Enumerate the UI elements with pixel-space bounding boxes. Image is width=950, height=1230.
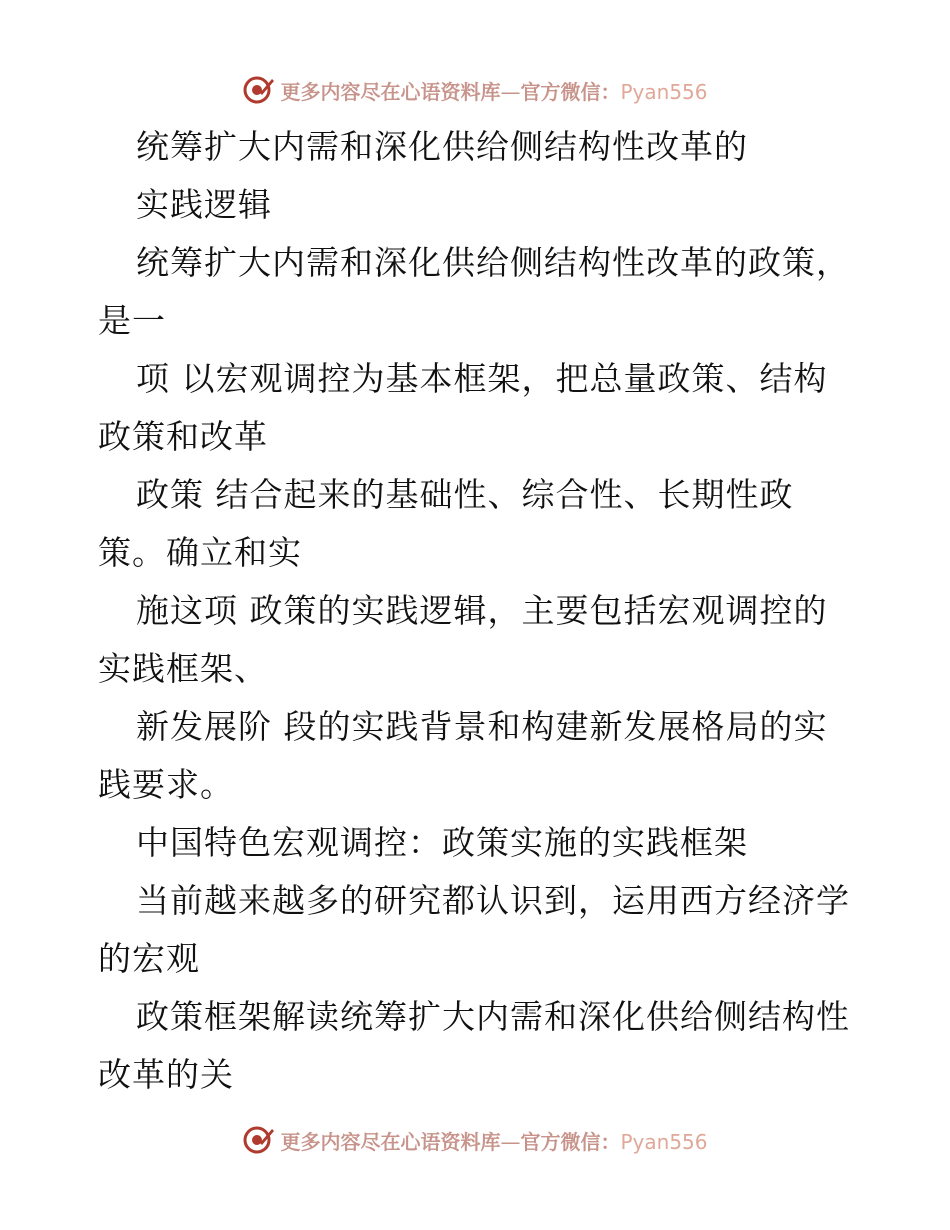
text-line: 统筹扩大内需和深化供给侧结构性改革的 [136,127,748,166]
text-line: 改革的关 [98,1055,234,1094]
text-line: 的宏观 [98,939,200,978]
banner-main-text: 更多内容尽在心语资料库 [280,79,501,104]
pen-logo-icon [242,75,276,105]
text-line: 施这项 政策的实践逻辑，主要包括宏观调控的 [136,591,828,630]
text-line: 新发展阶 段的实践背景和构建新发展格局的实 [136,707,828,746]
text-line: 政策 结合起来的基础性、综合性、长期性政 [136,475,794,514]
text-line: 是一 [98,301,166,340]
pen-logo-icon [242,1125,276,1155]
text-line: 中国特色宏观调控：政策实施的实践框架 [136,823,748,862]
text-line: 统筹扩大内需和深化供给侧结构性改革的政策， [136,243,850,282]
footer-watermark-banner [0,1122,950,1158]
text-line: 当前越来越多的研究都认识到，运用西方经济学 [136,881,850,920]
text-line: 践要求。 [98,765,234,804]
text-line: 政策框架解读统筹扩大内需和深化供给侧结构性 [136,997,850,1036]
text-line: 实践逻辑 [136,185,272,224]
text-line: 策。确立和实 [98,533,302,572]
header-watermark-banner [0,72,950,108]
banner-main-text: 更多内容尽在心语资料库 [280,1129,501,1154]
banner-wechat-label: 官方微信： [520,79,621,104]
text-line: 项 以宏观调控为基本框架，把总量政策、结构 [136,359,828,398]
text-line: 政策和改革 [98,417,268,456]
banner-dash: — [500,79,521,104]
banner-wechat-label: 官方微信： [520,1129,621,1154]
banner-dash: — [500,1129,521,1154]
text-line: 实践框架、 [98,649,268,688]
banner-wechat-id: Pyan556 [620,1129,708,1154]
document-body [98,118,868,1104]
banner-wechat-id: Pyan556 [620,79,708,104]
